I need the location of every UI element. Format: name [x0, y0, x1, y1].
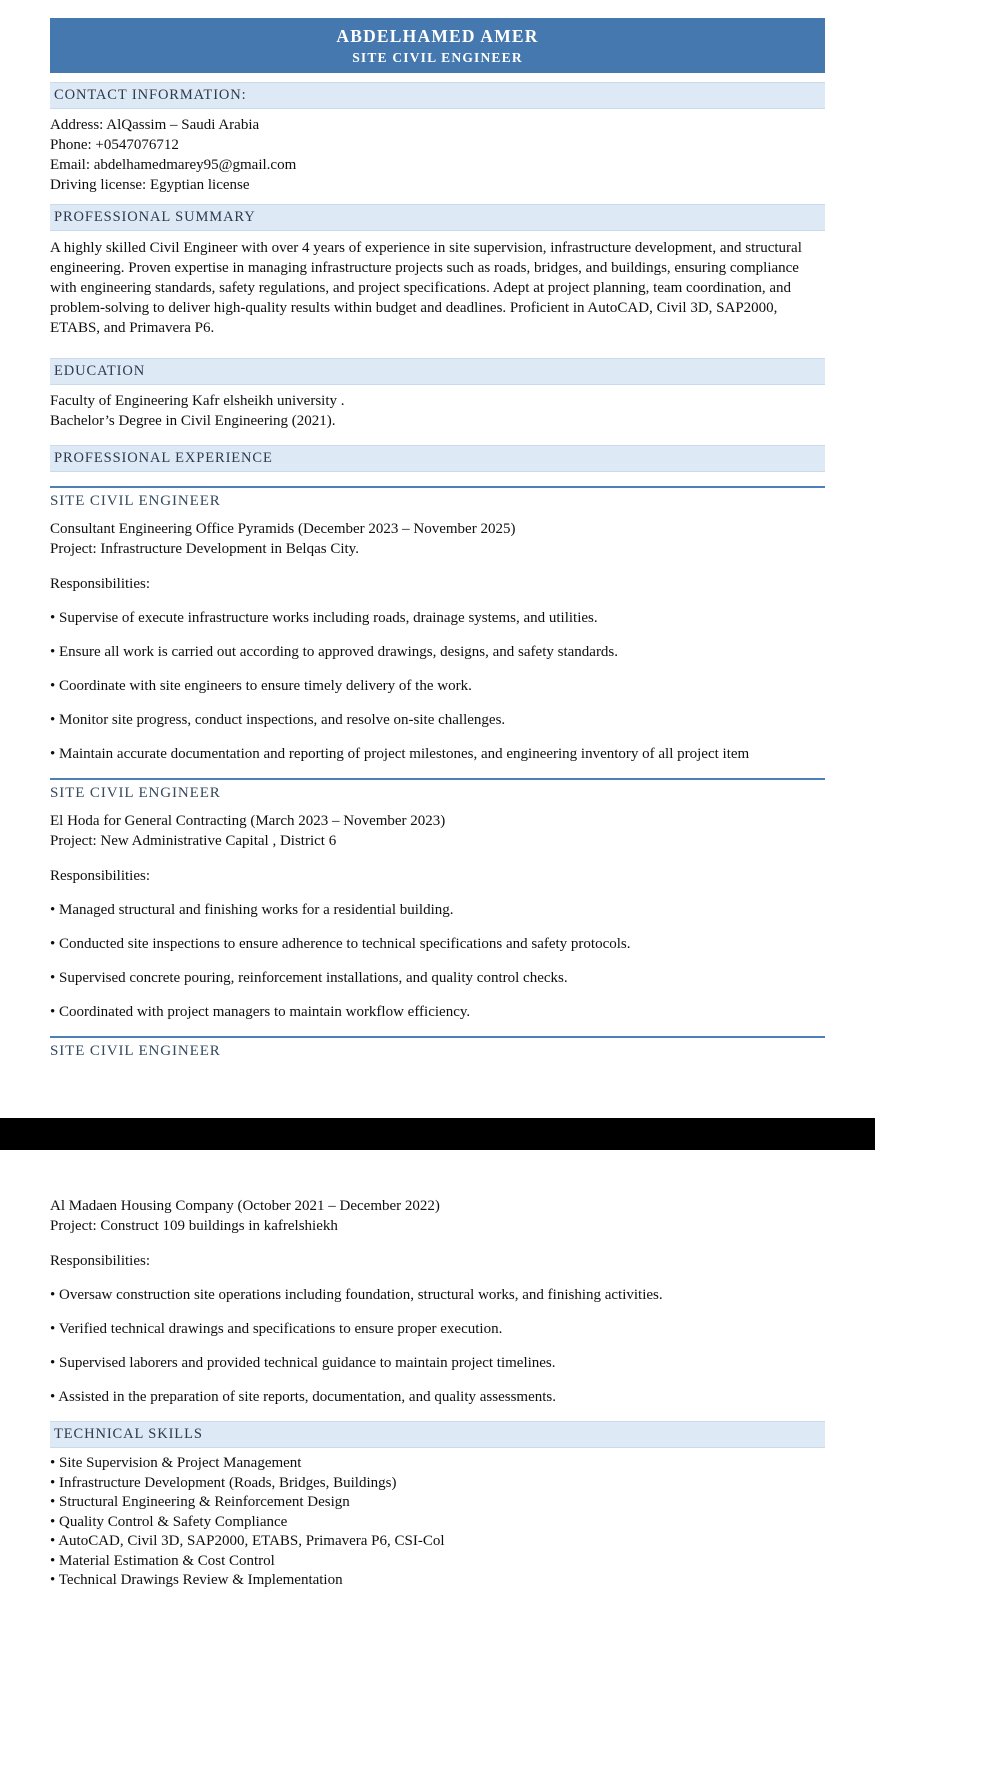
contact-address: Address: AlQassim – Saudi Arabia	[50, 117, 260, 133]
bullet-item: • Managed structural and finishing works for a residential building.	[50, 900, 825, 920]
bullet-item: • Supervised concrete pouring, reinforcement installations, and quality control checks.	[50, 968, 825, 988]
skill-item: • Material Estimation & Cost Control	[50, 1552, 825, 1572]
skill-item: • AutoCAD, Civil 3D, SAP2000, ETABS, Primavera P6, CSI-Col	[50, 1532, 825, 1552]
education-info	[50, 391, 825, 431]
job-header-lines	[50, 1196, 825, 1236]
section-heading-education: EDUCATION	[50, 358, 825, 385]
bullet-item: • Coordinated with project managers to maintain workflow efficiency.	[50, 1002, 825, 1022]
education-faculty: Faculty of Engineering Kafr elsheikh university .	[50, 393, 345, 409]
bullet-item: • Monitor site progress, conduct inspections, and resolve on-site challenges.	[50, 710, 825, 730]
job-employer: El Hoda for General Contracting (March 2023 – November 2023)	[50, 813, 446, 829]
responsibilities-label: Responsibilities:	[50, 868, 151, 884]
bullet-item: • Maintain accurate documentation and reporting of project milestones, and engineering inventory of all project item	[50, 744, 825, 764]
contact-email: Email: abdelhamedmarey95@gmail.com	[50, 157, 297, 173]
job-project: Project: New Administrative Capital , District 6	[50, 833, 337, 849]
bullet-item: • Assisted in the preparation of site reports, documentation, and quality assessments.	[50, 1387, 825, 1407]
contact-phone: Phone: +0547076712	[50, 137, 179, 153]
candidate-name: ABDELHAMED AMER	[336, 26, 539, 46]
bullet-item: • Supervised laborers and provided technical guidance to maintain project timelines.	[50, 1353, 825, 1373]
section-heading-experience: PROFESSIONAL EXPERIENCE	[50, 445, 825, 472]
bullet-item: • Verified technical drawings and specifications to ensure proper execution.	[50, 1319, 825, 1339]
skill-item: • Site Supervision & Project Management	[50, 1454, 825, 1474]
bullet-item: • Oversaw construction site operations including foundation, structural works, and finishing activities.	[50, 1285, 825, 1305]
skill-item: • Technical Drawings Review & Implementation	[50, 1571, 825, 1591]
education-degree: Bachelor’s Degree in Civil Engineering (2021).	[50, 413, 336, 429]
skill-item: • Structural Engineering & Reinforcement Design	[50, 1493, 825, 1513]
job-employer: Consultant Engineering Office Pyramids (December 2023 – November 2025)	[50, 521, 516, 537]
job-entry-3-title	[50, 1036, 825, 1060]
section-heading-skills: TECHNICAL SKILLS	[50, 1421, 825, 1448]
job-entry-1	[50, 486, 825, 764]
section-heading-summary: PROFESSIONAL SUMMARY	[50, 204, 825, 231]
bullet-item: • Ensure all work is carried out according to approved drawings, designs, and safety standards.	[50, 642, 825, 662]
job-header-lines	[50, 519, 825, 559]
candidate-title: SITE CIVIL ENGINEER	[352, 50, 523, 65]
section-heading-contact: CONTACT INFORMATION:	[50, 82, 825, 109]
responsibilities-label: Responsibilities:	[50, 1253, 151, 1269]
job-project: Project: Infrastructure Development in Belqas City.	[50, 541, 359, 557]
bullet-item: • Coordinate with site engineers to ensure timely delivery of the work.	[50, 676, 825, 696]
job-entry-2	[50, 778, 825, 1022]
job-header-lines	[50, 811, 825, 851]
bullet-item: • Supervise of execute infrastructure works including roads, drainage systems, and utilities.	[50, 608, 825, 628]
name-banner	[50, 18, 825, 73]
job-employer: Al Madaen Housing Company (October 2021 – December 2022)	[50, 1198, 440, 1214]
job-title: SITE CIVIL ENGINEER	[50, 486, 825, 510]
contact-driving-license: Driving license: Egyptian license	[50, 177, 250, 193]
job-project: Project: Construct 109 buildings in kafrelshiekh	[50, 1218, 338, 1234]
skill-item: • Infrastructure Development (Roads, Bridges, Buildings)	[50, 1474, 825, 1494]
job-title: SITE CIVIL ENGINEER	[50, 778, 825, 802]
bullet-item: • Conducted site inspections to ensure adherence to technical specifications and safety protocols.	[50, 934, 825, 954]
job-title: SITE CIVIL ENGINEER	[50, 1036, 825, 1060]
job-entry-3-body	[50, 1196, 825, 1407]
summary-text: A highly skilled Civil Engineer with over 4 years of experience in site supervision, infrastructure development, and structural engineering. Proven expertise in managing infrastructure projects such as roads, bridges, and buildings, ensuring compliance with engineering standards, safety regulations, and project specifications. Adept at project planning, team coordination, and problem-solving to deliver high-quality results within budget and deadlines. Proficient in AutoCAD, Civil 3D, SAP2000, ETABS, and Primavera P6.	[50, 240, 802, 336]
skill-item: • Quality Control & Safety Compliance	[50, 1513, 825, 1533]
skills-list	[50, 1454, 825, 1591]
responsibilities-label: Responsibilities:	[50, 576, 151, 592]
page-content-bottom	[0, 1150, 875, 1591]
page-break-band	[0, 1118, 875, 1150]
contact-info	[50, 115, 825, 195]
